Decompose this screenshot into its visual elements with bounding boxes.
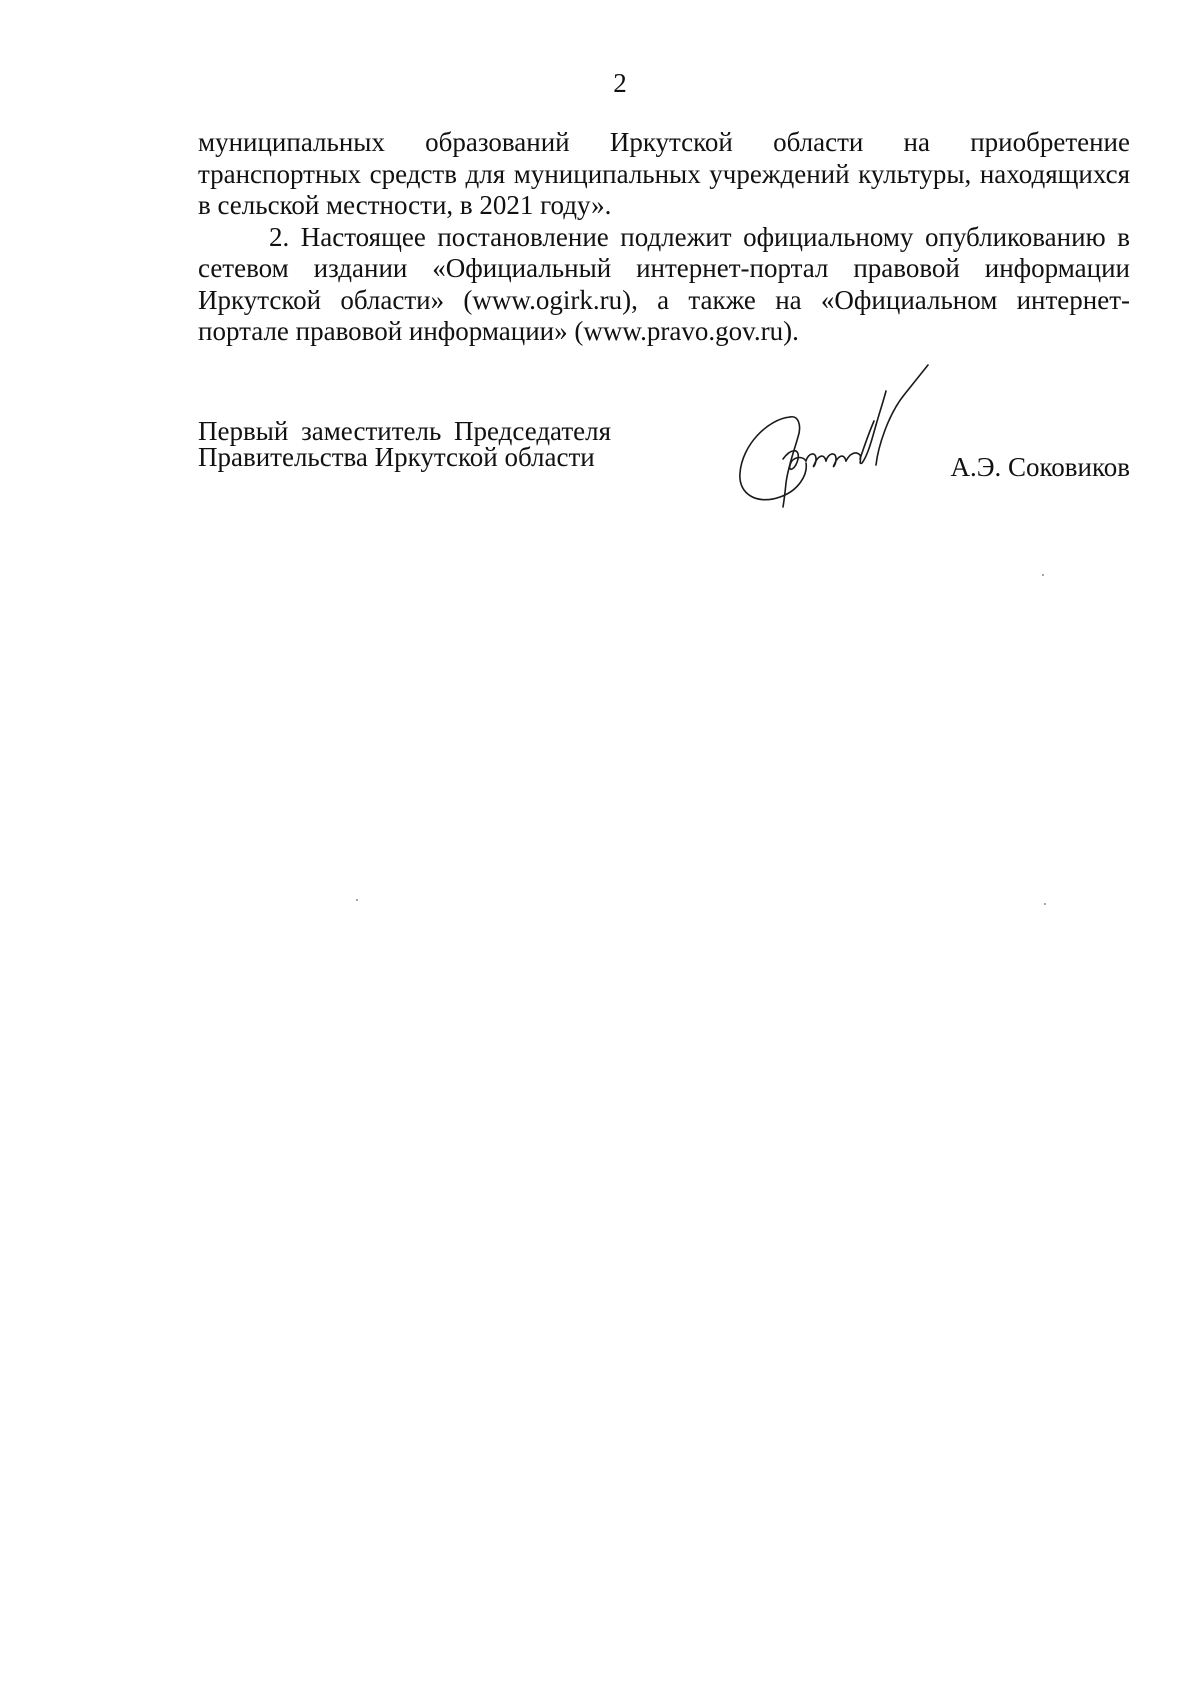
scan-speck [1042,574,1044,576]
document-body [198,127,1130,348]
page-number: 2 [613,68,627,98]
signature-block [198,410,1130,520]
paragraph-continuation: муниципальных образований Иркутской области на приобретение транспортных средств для муниципальных учреждений культуры, находящихся в сельской местности, в 2021 году». [198,127,1130,220]
scan-speck [1044,903,1046,905]
scan-speck [356,899,358,901]
signer-name: А.Э. Соковиков [950,452,1130,482]
paragraph-publication-clause: 2. Настоящее постановление подлежит официальному опубликованию в сетевом издании «Официальный интернет-портал правовой информации Иркутской области» (www.ogirk.ru), а также на «Официальном интернет-портале правовой информации» (www.pravo.gov.ru). [198,221,1130,346]
signer-title-line-2: Правительства Иркутской области [198,442,595,472]
signer-title-line-1: Первый заместитель Председателя [198,416,612,446]
handwritten-signature [728,355,938,515]
signer-title [198,418,611,470]
